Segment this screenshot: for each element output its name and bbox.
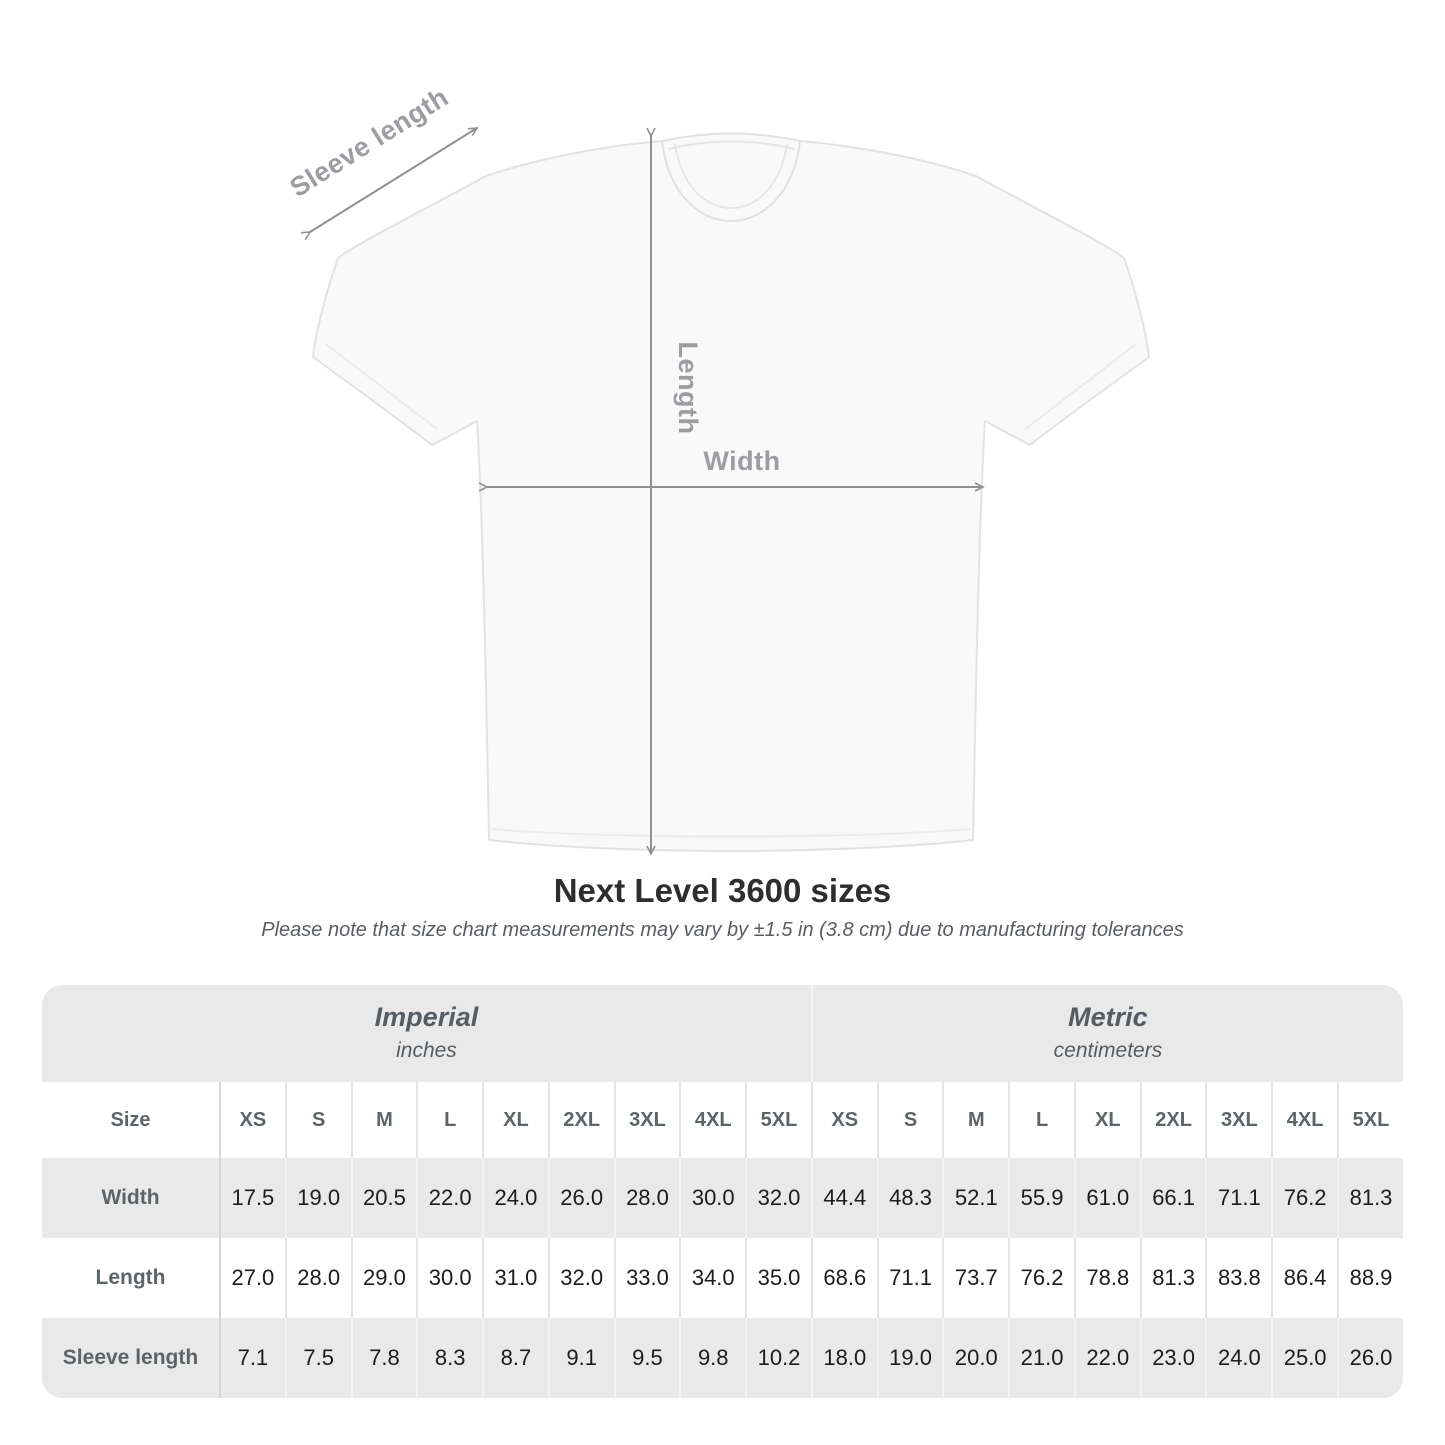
measurement-row-length — [42, 1238, 1403, 1318]
tshirt-image — [313, 134, 1149, 852]
measurement-cell: 25.0 — [1271, 1318, 1337, 1398]
measurement-cell: 83.8 — [1205, 1238, 1271, 1318]
measurement-cell: 44.4 — [811, 1158, 877, 1238]
row-label: Length — [42, 1238, 219, 1318]
length-label: Length — [673, 341, 703, 435]
measurement-cell: 30.0 — [679, 1158, 745, 1238]
size-col-header-xs: XS — [811, 1082, 877, 1158]
measurement-cell: 81.3 — [1337, 1158, 1403, 1238]
measurement-cell: 29.0 — [351, 1238, 417, 1318]
size-col-header-s: S — [285, 1082, 351, 1158]
width-label: Width — [703, 446, 781, 476]
size-col-header-m: M — [351, 1082, 417, 1158]
measurement-cell: 76.2 — [1008, 1238, 1074, 1318]
unit-group-unit: inches — [396, 1039, 457, 1062]
size-col-header-3xl: 3XL — [614, 1082, 680, 1158]
measurement-cell: 35.0 — [745, 1238, 811, 1318]
size-corner-label: Size — [42, 1082, 219, 1158]
size-col-header-4xl: 4XL — [1271, 1082, 1337, 1158]
measurement-row-width — [42, 1158, 1403, 1238]
measurement-cell: 9.1 — [548, 1318, 614, 1398]
measurement-cell: 24.0 — [482, 1158, 548, 1238]
measurement-cell: 20.5 — [351, 1158, 417, 1238]
measurement-cell: 73.7 — [942, 1238, 1008, 1318]
measurement-cell: 18.0 — [811, 1318, 877, 1398]
measurement-cell: 48.3 — [877, 1158, 943, 1238]
size-col-header-xl: XL — [1074, 1082, 1140, 1158]
measurement-cell: 23.0 — [1140, 1318, 1206, 1398]
measurement-cell: 88.9 — [1337, 1238, 1403, 1318]
measurement-cell: 21.0 — [1008, 1318, 1074, 1398]
measurement-cell: 9.5 — [614, 1318, 680, 1398]
measurement-cell: 22.0 — [1074, 1318, 1140, 1398]
sleeve-length-label: Sleeve length — [284, 81, 454, 203]
page-title: Next Level 3600 sizes — [553, 872, 892, 909]
size-col-header-m: M — [942, 1082, 1008, 1158]
measurement-cell: 22.0 — [416, 1158, 482, 1238]
measurement-cell: 17.5 — [219, 1158, 285, 1238]
measurement-cell: 19.0 — [285, 1158, 351, 1238]
unit-group-label: Imperial — [374, 1002, 479, 1032]
size-col-header-l: L — [1008, 1082, 1074, 1158]
measurement-cell: 30.0 — [416, 1238, 482, 1318]
caption — [0, 872, 1445, 942]
measurement-cell: 20.0 — [942, 1318, 1008, 1398]
measurement-cell: 32.0 — [745, 1158, 811, 1238]
measurement-cell: 10.2 — [745, 1318, 811, 1398]
page-subtitle: Please note that size chart measurements may vary by ±1.5 in (3.8 cm) due to manufacturing tolerances — [261, 919, 1184, 941]
measurement-cell: 19.0 — [877, 1318, 943, 1398]
size-col-header-4xl: 4XL — [679, 1082, 745, 1158]
unit-group-label: Metric — [1068, 1002, 1148, 1032]
measurement-cell: 7.8 — [351, 1318, 417, 1398]
measurement-row-sleeve-length — [42, 1318, 1403, 1398]
row-label: Width — [42, 1158, 219, 1238]
size-table-container — [42, 985, 1403, 1398]
measurement-cell: 52.1 — [942, 1158, 1008, 1238]
unit-group-row — [42, 985, 1403, 1082]
measurement-cell: 26.0 — [548, 1158, 614, 1238]
unit-group-imperial — [42, 985, 811, 1082]
measurement-cell: 71.1 — [877, 1238, 943, 1318]
size-chart-table — [42, 985, 1403, 1398]
measurement-cell: 55.9 — [1008, 1158, 1074, 1238]
measurement-cell: 61.0 — [1074, 1158, 1140, 1238]
measurement-cell: 33.0 — [614, 1238, 680, 1318]
size-col-header-s: S — [877, 1082, 943, 1158]
size-col-header-5xl: 5XL — [745, 1082, 811, 1158]
measurement-cell: 8.7 — [482, 1318, 548, 1398]
measurement-cell: 81.3 — [1140, 1238, 1206, 1318]
measurement-cell: 34.0 — [679, 1238, 745, 1318]
size-col-header-5xl: 5XL — [1337, 1082, 1403, 1158]
unit-group-unit: centimeters — [1053, 1039, 1163, 1062]
measurement-cell: 28.0 — [614, 1158, 680, 1238]
size-col-header-2xl: 2XL — [1140, 1082, 1206, 1158]
measurement-cell: 7.1 — [219, 1318, 285, 1398]
size-header-row — [42, 1082, 1403, 1158]
measurement-cell: 68.6 — [811, 1238, 877, 1318]
row-label: Sleeve length — [42, 1318, 219, 1398]
measurement-cell: 8.3 — [416, 1318, 482, 1398]
size-col-header-l: L — [416, 1082, 482, 1158]
size-col-header-xs: XS — [219, 1082, 285, 1158]
measurement-cell: 24.0 — [1205, 1318, 1271, 1398]
size-col-header-2xl: 2XL — [548, 1082, 614, 1158]
measurement-cell: 71.1 — [1205, 1158, 1271, 1238]
size-col-header-3xl: 3XL — [1205, 1082, 1271, 1158]
measurement-cell: 27.0 — [219, 1238, 285, 1318]
measurement-cell: 26.0 — [1337, 1318, 1403, 1398]
unit-group-metric — [811, 985, 1403, 1082]
measurement-cell: 7.5 — [285, 1318, 351, 1398]
measurement-cell: 66.1 — [1140, 1158, 1206, 1238]
measurement-cell: 9.8 — [679, 1318, 745, 1398]
measurement-cell: 31.0 — [482, 1238, 548, 1318]
measurement-cell: 86.4 — [1271, 1238, 1337, 1318]
measurement-cell: 76.2 — [1271, 1158, 1337, 1238]
measurement-cell: 28.0 — [285, 1238, 351, 1318]
measurement-cell: 78.8 — [1074, 1238, 1140, 1318]
measurement-cell: 32.0 — [548, 1238, 614, 1318]
size-col-header-xl: XL — [482, 1082, 548, 1158]
